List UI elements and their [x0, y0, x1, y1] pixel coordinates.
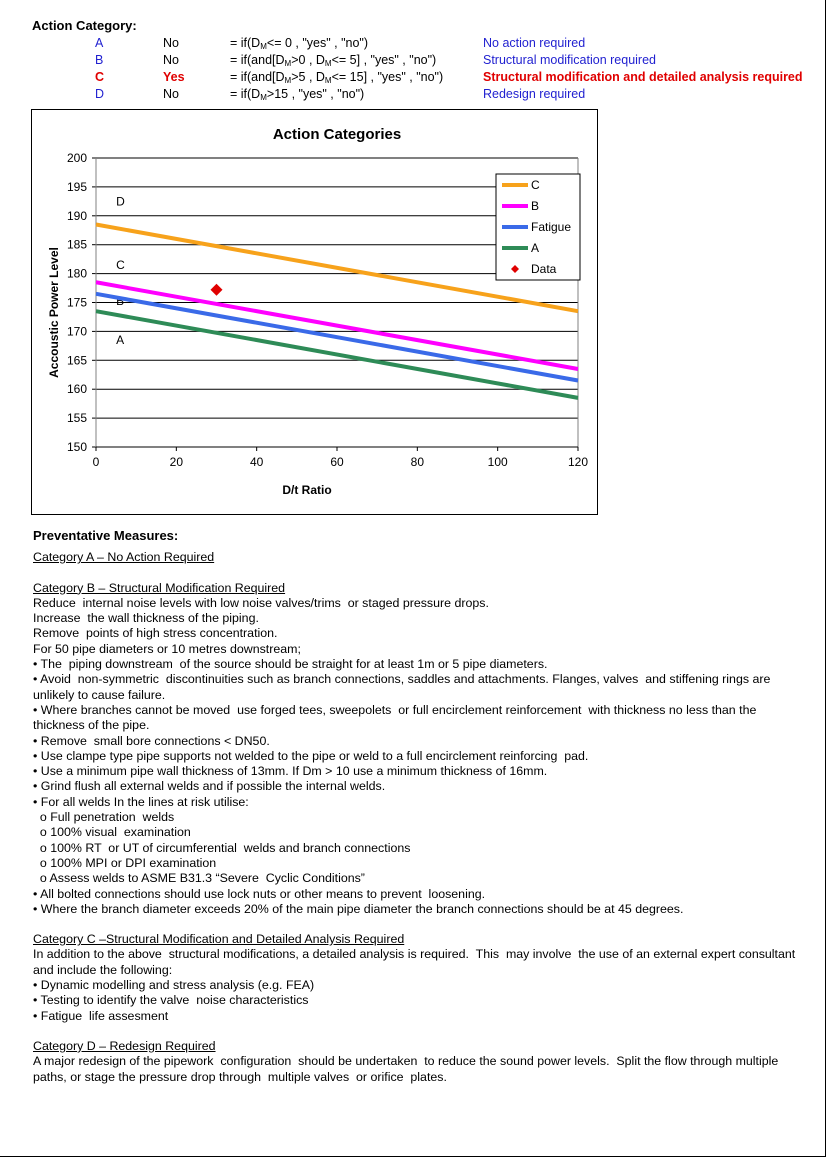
category-formula: [230, 70, 443, 85]
measure-line: • Testing to identify the valve noise characteristics: [33, 993, 309, 1008]
formula-subscript: M: [324, 76, 332, 85]
chart-svg: [32, 110, 597, 514]
formula-text: >0 , D: [291, 53, 325, 67]
category-description: Redesign required: [483, 87, 586, 101]
formula-text: = if(D: [230, 87, 261, 101]
measure-line: • Grind flush all external welds and if possible the internal welds.: [33, 779, 386, 794]
x-tick-label: 60: [330, 455, 344, 469]
category-letter: C: [95, 70, 105, 84]
x-axis-label: D/t Ratio: [282, 483, 332, 497]
category-formula: [230, 87, 364, 102]
category-answer: No: [163, 87, 179, 101]
category-formula: [230, 53, 436, 68]
measure-line: • Remove small bore connections < DN50.: [33, 733, 270, 748]
measure-line: o 100% visual examination: [33, 825, 191, 840]
action-category-heading: Action Category:: [32, 18, 137, 33]
measure-line: o Assess welds to ASME B31.3 “Severe Cyclic Conditions”: [33, 871, 365, 886]
y-tick-label: 165: [66, 353, 87, 368]
measure-line: For 50 pipe diameters or 10 metres downstream;: [33, 641, 301, 656]
measure-line: • Where branches cannot be moved use forged tees, sweepolets or full encirclement reinforcement with thickness no less than the thickness of the pipe.: [33, 702, 760, 733]
formula-text: = if(and[D: [230, 53, 285, 67]
measure-line: In addition to the above structural modifications, a detailed analysis is required. This may involve the use of an external expert consultant and include the following:: [33, 947, 799, 977]
y-tick-label: 170: [66, 324, 87, 339]
measure-line: • Fatigue life assesment: [33, 1008, 169, 1023]
measure-line: • Use a minimum pipe wall thickness of 13mm. If Dm > 10 use a minimum thickness of 16mm.: [33, 764, 548, 779]
category-b-list: [33, 596, 803, 917]
formula-subscript: M: [260, 42, 267, 51]
category-answer: No: [163, 36, 179, 50]
y-tick-label: 190: [66, 208, 87, 223]
category-c-title: Category C –Structural Modification and Detailed Analysis Required: [33, 932, 405, 947]
legend-label: Fatigue: [531, 220, 572, 234]
measure-line: A major redesign of the pipework configuration should be undertaken to reduce the sound power levels. Split the flow through multiple paths, or stage the pressure drop through multiple valves or orifice plates.: [33, 1054, 782, 1084]
measure-line: o 100% MPI or DPI examination: [33, 855, 217, 870]
category-description: No action required: [483, 36, 586, 50]
category-answer: No: [163, 53, 179, 67]
measure-line: • All bolted connections should use lock nuts or other means to prevent loosening.: [33, 886, 486, 901]
measure-line: • Use clampe type pipe supports not welded to the pipe or weld to a full encirclement reinforcing pad.: [33, 748, 589, 763]
category-description: Structural modification required: [483, 53, 656, 67]
series-line-fatigue: [96, 294, 578, 381]
legend-label: B: [531, 199, 540, 213]
category-answer: Yes: [163, 70, 185, 84]
y-tick-label: 200: [66, 151, 87, 165]
region-label: A: [116, 333, 125, 348]
x-tick-label: 40: [249, 455, 264, 469]
x-tick-label: 100: [487, 455, 508, 469]
data-point: [211, 284, 223, 296]
formula-subscript: M: [284, 59, 292, 68]
category-description: Structural modification and detailed analysis required: [483, 70, 803, 84]
legend-label: C: [531, 178, 540, 192]
formula-subscript: M: [284, 76, 292, 85]
category-b-title: Category B – Structural Modification Required: [33, 580, 286, 595]
legend-label: A: [531, 241, 540, 255]
category-d-title: Category D – Redesign Required: [33, 1038, 216, 1053]
measure-line: o 100% RT or UT of circumferential welds and branch connections: [33, 840, 411, 855]
formula-text: <= 5] , "yes" , "no"): [331, 53, 437, 67]
y-tick-label: 195: [66, 179, 87, 194]
measure-line: o Full penetration welds: [33, 810, 175, 825]
measure-line: Remove points of high stress concentration.: [33, 626, 278, 641]
formula-text: <= 15] , "yes" , "no"): [331, 70, 444, 84]
measure-line: Increase the wall thickness of the piping.: [33, 611, 259, 626]
category-letter: A: [95, 36, 104, 50]
preventative-measures-heading: Preventative Measures:: [33, 528, 179, 543]
measure-line: • For all welds In the lines at risk utilise:: [33, 794, 249, 809]
measure-line: Reduce internal noise levels with low noise valves/trims or staged pressure drops.: [33, 595, 489, 610]
legend-label: Data: [531, 262, 557, 276]
y-tick-label: 155: [66, 411, 87, 426]
y-tick-label: 185: [66, 237, 87, 252]
y-tick-label: 180: [66, 266, 87, 281]
measure-line: • Dynamic modelling and stress analysis (e.g. FEA): [33, 978, 315, 993]
category-a-title: Category A – No Action Required: [33, 550, 215, 565]
action-categories-chart: [31, 109, 598, 515]
formula-subscript: M: [260, 93, 267, 102]
chart-title: Action Categories: [272, 126, 402, 143]
y-tick-label: 160: [66, 382, 87, 397]
category-letter: D: [95, 87, 105, 101]
region-label: D: [116, 194, 125, 209]
formula-subscript: M: [324, 59, 332, 68]
formula-text: = if(D: [230, 36, 261, 50]
category-c-list: [33, 947, 803, 1023]
category-letter: B: [95, 53, 104, 67]
category-d-list: [33, 1054, 803, 1085]
formula-text: = if(and[D: [230, 70, 285, 84]
region-label: C: [116, 257, 125, 272]
x-tick-label: 80: [410, 455, 425, 469]
category-formula: [230, 36, 368, 51]
x-tick-label: 0: [92, 455, 100, 469]
x-tick-label: 120: [567, 455, 589, 469]
preventative-measures: [33, 528, 803, 1085]
y-tick-label: 150: [66, 440, 87, 454]
measure-line: • The piping downstream of the source should be straight for at least 1m or 5 pipe diameters.: [33, 657, 548, 672]
formula-text: <= 0 , "yes" , "no"): [266, 36, 369, 50]
y-tick-label: 175: [66, 295, 87, 310]
y-axis-label: Accoustic Power Level: [47, 247, 61, 378]
formula-text: >15 , "yes" , "no"): [266, 87, 365, 101]
region-label: B: [116, 293, 125, 308]
x-tick-label: 20: [169, 455, 184, 469]
measure-line: • Where the branch diameter exceeds 20% of the main pipe diameter the branch connections should be at 45 degrees.: [33, 901, 684, 916]
measure-line: • Avoid non-symmetric discontinuities such as branch connections, saddles and attachments. Flanges, valves and stiffening rings are unlikely to cause failure.: [33, 672, 774, 702]
formula-text: >5 , D: [291, 70, 325, 84]
